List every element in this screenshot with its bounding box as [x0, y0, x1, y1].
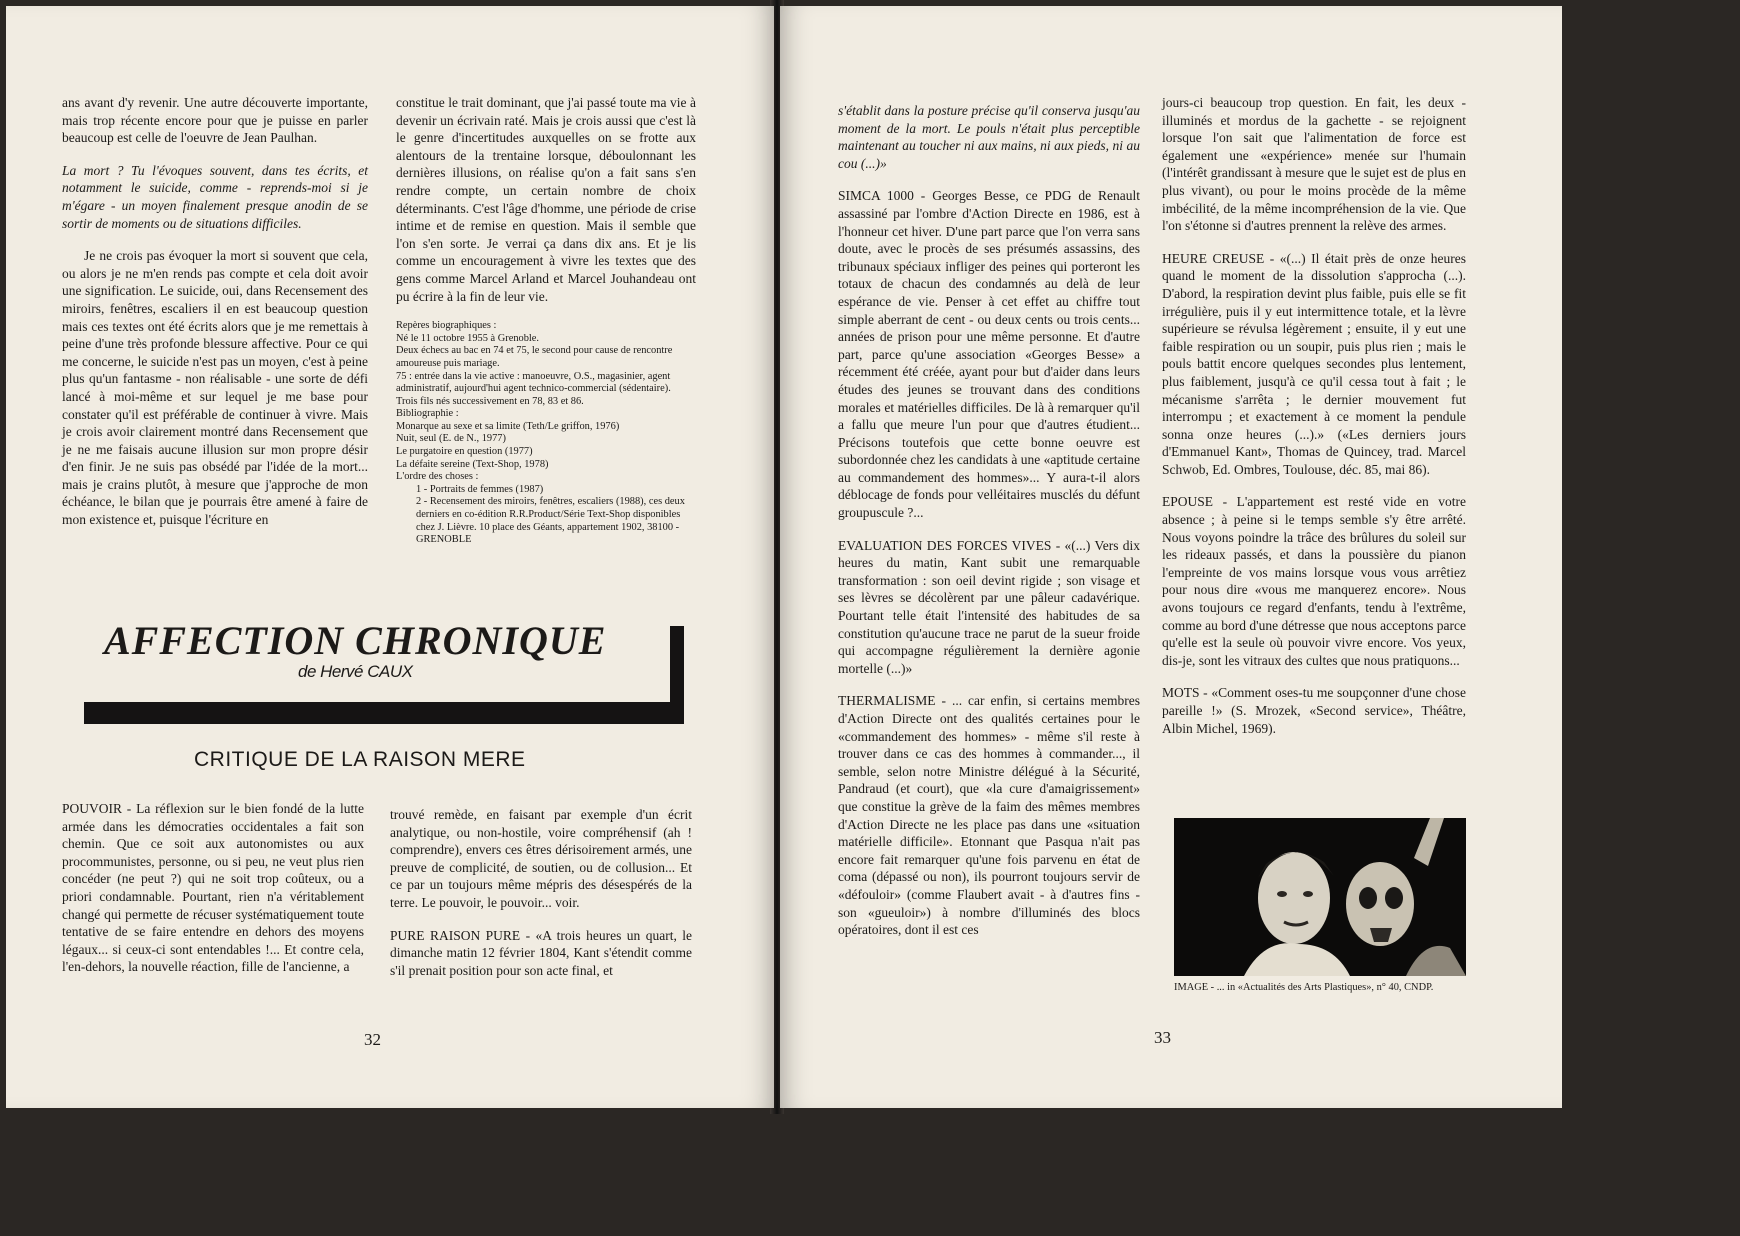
left-column-3 [62, 800, 364, 976]
paragraph: ans avant d'y revenir. Une autre découverte importante, mais trop récente encore pour que je puisse en parler beaucoup est celle de l'oeuvre de Jean Paulhan. [62, 95, 368, 146]
bio-line: Bibliographie : [396, 408, 459, 420]
bio-line: 75 : entrée dans la vie active : manoeuvre, O.S., magasinier, agent administratif, aujourd'hui agent technico-commercial (sédentaire). [396, 370, 671, 395]
title-rule-vertical [670, 626, 684, 724]
page-number: 33 [1154, 1028, 1171, 1047]
paragraph: jours-ci beaucoup trop question. En fait, les deux - illuminés et mordus de la gachette - se rejoignent lorsque l'on sait que l'alimentation de force est également une «expérience» menée sur l'humain (l'intérêt grandissant à mesure que le sujet est de plus en plus vivant), ou pour le moins procède de la même imbécilité, de la même incompréhension de la vie. Que l'on s'étonne si d'autres prennent la relève des armes. [1162, 95, 1466, 234]
article-byline: de Hervé CAUX [298, 662, 413, 681]
left-column-2 [396, 94, 696, 547]
title-rule-horizontal [84, 702, 680, 724]
bio-line: Monarque au sexe et sa limite (Teth/Le griffon, 1976) [396, 420, 620, 432]
photo-illustration [1174, 818, 1466, 976]
right-column-1 [838, 102, 1140, 939]
bio-line: Repères biographiques : [396, 320, 497, 332]
photo-caption: IMAGE - ... in «Actualités des Arts Plastiques», n° 40, CNDP. [1174, 982, 1434, 993]
bio-line: Trois fils nés successivement en 78, 83 et 86. [396, 395, 584, 407]
paragraph: EPOUSE - L'appartement est resté vide en votre absence ; à peine si le temps semble s'y être arrêté. Nous voyons poindre la trâce des brûlures du soleil sur les rideaux passés, et dans la poussière du pianon l'empreinte de vos mains lorsque vous vous arrêtiez pour nous dire «vous me manquerez encore». Nous avons toujours ce regard d'enfants, tendu à l'extrême, comme au bord d'une détresse que nous acceptons parce qu'elle est la seule où pouvoir vivre encore. Vos yeux, dis-je, sont les vitraux des cultes que nous pratiquons... [1162, 494, 1466, 668]
paragraph: EVALUATION DES FORCES VIVES - «(...) Vers dix heures du matin, Kant subit une remarquable transformation : son oeil devint rigide ; son visage et ses lèvres se décolèrent par une pâleur cadavérique. Pourtant telle était l'intensité des habitudes de sa constitution qu'aucune trace ne parut de la sueur froide qui accompagne régulièrement la dernière agonie mortelle (...)» [838, 537, 1140, 676]
article-header [84, 618, 694, 748]
paragraph: SIMCA 1000 - Georges Besse, ce PDG de Renault assassiné par l'ombre d'Action Directe en 1986, est à l'honneur cet hiver. D'une part parce que l'on verra sans doute, avec le procès de ses présumés assassins, des tribunaux spéciaux infliger des peines qui porteront les totaux de chacun des condamnés au delà de leur espérance de vie. Penser à cet effet au chiffre tout simple aberrant de cent - ou deux cents ou trois cents... années de prison pour une même personne. Et d'autre part, parce qu'une association «Georges Besse» a récemment été créée, ayant pour but d'aider dans leurs études des jeunes se trouvant dans des conditions morales et matérielles difficiles. De là à remarquer qu'il a fallu que meure l'un pour que d'autres étudient... Précisons toutefois que cette bonne oeuvre est subordonnée chez les candidats à une «aptitude certaine au commandement des hommes»... Y aura-t-il alors déblocage de fonds pour velléitaires musclés du défunt groupuscule ?... [838, 188, 1140, 521]
page-number: 32 [364, 1030, 381, 1049]
paragraph: THERMALISME - ... car enfin, si certains membres d'Action Directe ont des qualités certaines pour le «commandement des hommes» - même s'il reste à trouver dans ce cas des hommes à commander..., il semble, selon notre Ministre délégué à la Sécurité, Pandraud (et court), que «la cure d'amaigrissement» que constitue la grève de la faim des mêmes membres d'Action Directe ne les place pas dans une «situation matérielle difficile». Etonnant que Pasqua n'ait pas encore fait remarquer qu'une fois parvenu en état de coma (dépassé ou non), ils pourront toujours servir de «défouloir» (comme Flaubert avait - à d'autres fins - son «gueuloir») à nombre d'illuminés des blocs opératoires, dont il est ces [838, 693, 1140, 938]
article-subtitle: CRITIQUE DE LA RAISON MERE [194, 748, 526, 771]
left-column-4 [390, 806, 692, 979]
photo-image [1174, 818, 1466, 976]
bio-line: 2 - Recensement des miroirs, fenêtres, escaliers (1988), ces deux derniers en co-édition R.R.Product/Série Text-Shop disponibles chez J. Lièvre. 10 place des Géants, appartement 1902, 38100 - GRENOBLE [416, 496, 685, 546]
bio-line: Né le 11 octobre 1955 à Grenoble. [396, 332, 540, 344]
bio-line: Nuit, seul (E. de N., 1977) [396, 433, 506, 445]
interview-question: La mort ? Tu l'évoques souvent, dans tes écrits, et notamment le suicide, comme - reprends-moi si je m'égare - un moyen finalement presque anodin de se sortir de moments ou de situations difficiles. [62, 162, 368, 231]
quote-paragraph: s'établit dans la posture précise qu'il conserva jusqu'au moment de la mort. Le pouls n'était plus perceptible maintenant au toucher ni aux mains, ni aux pieds, ni au cou (...)» [838, 103, 1140, 171]
left-column-1 [62, 94, 368, 529]
bio-line: Deux échecs au bac en 74 et 75, le second pour cause de rencontre amoureuse puis mariage. [396, 345, 673, 369]
paragraph: Je ne crois pas évoquer la mort si souvent que cela, ou alors je ne m'en rends pas compte et cela doit avoir une signification. Le suicide, oui, dans Recensement des miroirs, fenêtres, escaliers il en est beaucoup question mais ces textes ont été écrits alors que je me remettais à peine d'une très profonde blessure affective. Pour ce qui me concerne, le suicide n'est pas un moyen, c'est à peine plus qu'un fantasme - non réalisable - une sorte de défi lancé à moi-même et sur lequel je me base pour constater qu'il est préférable de continuer à vivre. Mais je crois avoir clairement montré dans Recensement que je ne me faisais aucune illusion sur mon propre désir d'en finir. Je ne suis pas obsédé par l'idée de la mort... mais je crains plutôt, à mesure que j'approche de mon échéance, le bilan que je pourrais être amené à faire de mon existence et, puisque l'écriture en [62, 248, 368, 528]
right-column-2 [1162, 94, 1466, 737]
paragraph: constitue le trait dominant, que j'ai passé toute ma vie à devenir un écrivain raté. Mais je crois aussi que c'est là le genre d'incertitudes auxquelles on se frotte aux alentours de la trentaine lorsque, déboulonnant les dernières illusions, on réalise qu'on a fait sans s'en rendre compte, un certain nombre de choix déterminants. C'est l'âge d'homme, une période de crise intime et de remise en question. Mais il semble que l'on s'en sorte. Je verrai ça dans dix ans. Et je lis comme un encouragement à vivre les textes que des gens comme Marcel Arland et Marcel Jouhandeau ont pu écrire à la fin de leur vie. [396, 95, 696, 304]
paragraph: HEURE CREUSE - «(...) Il était près de onze heures quand le moment de la dissolution s'approcha (...). D'abord, la respiration devint plus faible, puis elle se fit irrégulière, puis il y eut intermittence totale, et la lèvre supérieure se révulsa légèrement ; ensuite, il y eut une faible respiration ou un soupir, puis plus rien ; mais le pouls battit encore quelques secondes plus lentement, plus faiblement, jusqu'à ce qu'il cessa tout à fait ; le mécanisme s'arrêta ; le dernier mouvement fut interrompu ; et exactement à ce moment la pendule sonna onze heures (...).» («Les derniers jours d'Emmanuel Kant», Thomas de Quincey, trad. Marcel Schwob, Ed. Ombres, Toulouse, déc. 85, mai 86). [1162, 250, 1466, 477]
paragraph: POUVOIR - La réflexion sur le bien fondé de la lutte armée dans les démocraties occidentales a fait son chemin. Que ce soit aux autonomistes ou aux procommunistes, personne, ou si peu, ne veut plus rien concéder (ne peut ?) qui ne soit trop coûteux, ou a priori condamnable. Pourtant, rien n'a véritablement changé qui permette de récuser systématiquement toute tentative de se faire entendre en dehors des moyens légaux... si ceux-ci sont entendables !... Et contre cela, l'en-dehors, la nouvelle réaction, fille de l'ancienne, a [62, 801, 364, 975]
biographical-notes [396, 320, 696, 547]
paragraph: trouvé remède, en faisant par exemple d'un écrit analytique, ou non-hostile, voire compréhensif (ah ! comprendre), envers ces êtres dérisoirement armés, une preuve de complicité, de soutien, ou de collusion... Et ce par un toujours même mépris des désespérés de la terre. Le pouvoir, le pouvoir... voir. [390, 807, 692, 910]
article-title: AFFECTION CHRONIQUE [104, 618, 607, 663]
paragraph: PURE RAISON PURE - «A trois heures un quart, le dimanche matin 12 février 1804, Kant s'étendit comme s'il prenait position pour son acte final, et [390, 927, 692, 978]
bio-line: La défaite sereine (Text-Shop, 1978) [396, 458, 549, 470]
paragraph: MOTS - «Comment oses-tu me soupçonner d'une chose pareille !» (S. Mrozek, «Second service», Théâtre, Albin Michel, 1969). [1162, 685, 1466, 736]
bio-line: Le purgatoire en question (1977) [396, 446, 533, 458]
bio-line: 1 - Portraits de femmes (1987) [416, 483, 544, 495]
bio-line: L'ordre des choses : [396, 471, 479, 483]
